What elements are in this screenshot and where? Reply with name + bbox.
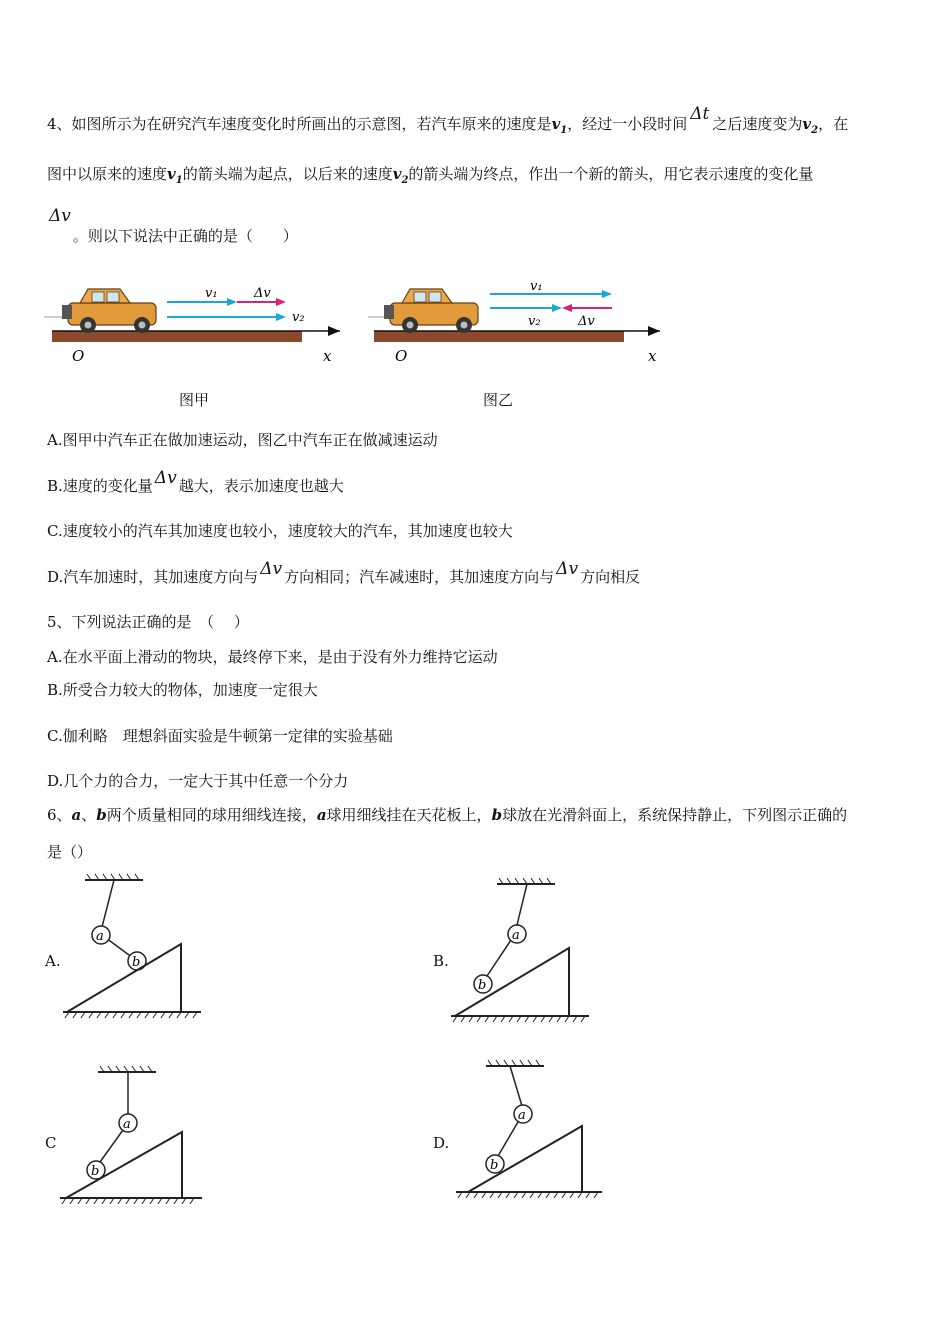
v2-subscript: 2 bbox=[811, 125, 819, 136]
x-axis-arrow bbox=[648, 326, 660, 336]
delta-v-symbol: Δv bbox=[49, 206, 71, 226]
diagram-c bbox=[52, 1058, 212, 1218]
q4-line1 bbox=[47, 104, 849, 141]
v1-symbol: v bbox=[551, 115, 561, 133]
option-text: 越大，表示加速度也越大 bbox=[178, 477, 344, 495]
option-text: 方向相同；汽车减速时，其加速度方向与 bbox=[284, 568, 555, 586]
q6-label-b: B. bbox=[433, 952, 449, 970]
q6-label-a: A. bbox=[45, 952, 61, 970]
v2-symbol: v bbox=[802, 115, 812, 133]
ball-a-label: a bbox=[518, 1108, 526, 1123]
dv-label: Δv bbox=[578, 314, 595, 329]
car-icon bbox=[368, 289, 478, 333]
q6-text: 球用细线挂在天花板上， bbox=[326, 806, 492, 824]
q4-option-a: A.图甲中汽车正在做加速运动，图乙中汽车正在做减速运动 bbox=[47, 431, 438, 449]
ball-a-symbol: a bbox=[316, 806, 327, 824]
v2-symbol: v bbox=[392, 165, 402, 183]
q4-line2 bbox=[47, 164, 813, 191]
ball-a-symbol: a bbox=[71, 806, 82, 824]
q4-text: 。则以下说法中正确的是（ ） bbox=[72, 227, 298, 245]
origin-label: O bbox=[395, 347, 408, 365]
diagram-b bbox=[445, 870, 605, 1030]
q6-text: 6、 bbox=[47, 806, 72, 824]
q6-text: 球放在光滑斜面上，系统保持静止，下列图示正确的 bbox=[502, 806, 848, 824]
diagram-d bbox=[450, 1052, 610, 1212]
q6-label-c: C bbox=[45, 1134, 57, 1152]
v1-subscript: 1 bbox=[560, 125, 568, 136]
x-axis-arrow bbox=[328, 326, 340, 336]
q4-text: 4、如图所示为在研究汽车速度变化时所画出的示意图，若汽车原来的速度是 bbox=[47, 115, 552, 133]
v1-symbol: v bbox=[167, 165, 176, 183]
q5-stem: 5、下列说法正确的是 （ ） bbox=[47, 613, 249, 631]
ball-b-label: b bbox=[132, 955, 141, 970]
option-text: B.速度的变化量 bbox=[47, 477, 153, 495]
ball-a-label: a bbox=[512, 928, 520, 943]
q5-option-b: B.所受合力较大的物体，加速度一定很大 bbox=[47, 681, 318, 699]
ball-b-symbol: b bbox=[96, 806, 107, 824]
q4-option-d bbox=[47, 559, 641, 587]
q4-option-c: C.速度较小的汽车其加速度也较小，速度较大的汽车，其加速度也较大 bbox=[47, 522, 513, 540]
ball-a-label: a bbox=[123, 1117, 131, 1132]
q4-option-b bbox=[47, 468, 344, 496]
q6-label-d: D. bbox=[433, 1134, 450, 1152]
q4-text: 之后速度变为 bbox=[712, 115, 803, 133]
ball-a-label: a bbox=[96, 929, 104, 944]
q6-text: 、 bbox=[81, 806, 97, 824]
axis-label: x bbox=[648, 347, 657, 365]
q4-text: 图中以原来的速度 bbox=[47, 165, 168, 183]
v1-subscript: 1 bbox=[175, 175, 183, 186]
caption-jia: 图甲 bbox=[179, 391, 210, 409]
option-text: 方向相反 bbox=[580, 568, 641, 586]
q5-option-a: A.在水平面上滑动的物块，最终停下来，是由于没有外力维持它运动 bbox=[47, 648, 498, 666]
v1-label: v₁ bbox=[205, 286, 218, 301]
q5-option-d: D.几个力的合力，一定大于其中任意一个分力 bbox=[47, 772, 349, 790]
ball-b-label: b bbox=[490, 1158, 499, 1173]
delta-v-symbol: Δv bbox=[556, 559, 579, 579]
ball-b-label: b bbox=[91, 1164, 100, 1179]
q6-text: 两个质量相同的球用细线连接， bbox=[106, 806, 317, 824]
axis-label: x bbox=[323, 347, 332, 365]
option-text: D.汽车加速时，其加速度方向与 bbox=[47, 568, 259, 586]
q6-line1 bbox=[47, 805, 847, 825]
ball-b-label: b bbox=[478, 978, 487, 993]
q4-text: 的箭头端为起点，以后来的速度 bbox=[182, 165, 393, 183]
q4-text: ，经过一小段时间 bbox=[567, 115, 688, 133]
diagram-a bbox=[55, 870, 215, 1030]
q4-text: 的箭头端为终点，作出一个新的箭头，用它表示速度的变化量 bbox=[408, 165, 814, 183]
figure-yi bbox=[368, 275, 668, 375]
delta-v-symbol: Δv bbox=[260, 559, 283, 579]
v1-label: v₁ bbox=[530, 279, 543, 294]
delta-t-symbol: Δt bbox=[690, 104, 710, 124]
delta-v-symbol: Δv bbox=[154, 468, 177, 488]
q4-text: ，在 bbox=[818, 115, 849, 133]
v2-label: v₂ bbox=[528, 314, 541, 329]
car-icon bbox=[44, 289, 156, 333]
origin-label: O bbox=[72, 347, 85, 365]
q5-option-c: C.伽利略 理想斜面实验是牛顿第一定律的实验基础 bbox=[47, 727, 393, 745]
v2-subscript: 2 bbox=[401, 175, 409, 186]
figure-jia bbox=[40, 275, 340, 375]
ball-b-symbol: b bbox=[491, 806, 503, 824]
q6-line2: 是（） bbox=[47, 843, 93, 861]
dv-label: Δv bbox=[254, 286, 271, 301]
q4-line3 bbox=[47, 206, 298, 245]
v2-label: v₂ bbox=[292, 310, 305, 325]
caption-yi: 图乙 bbox=[483, 391, 514, 409]
